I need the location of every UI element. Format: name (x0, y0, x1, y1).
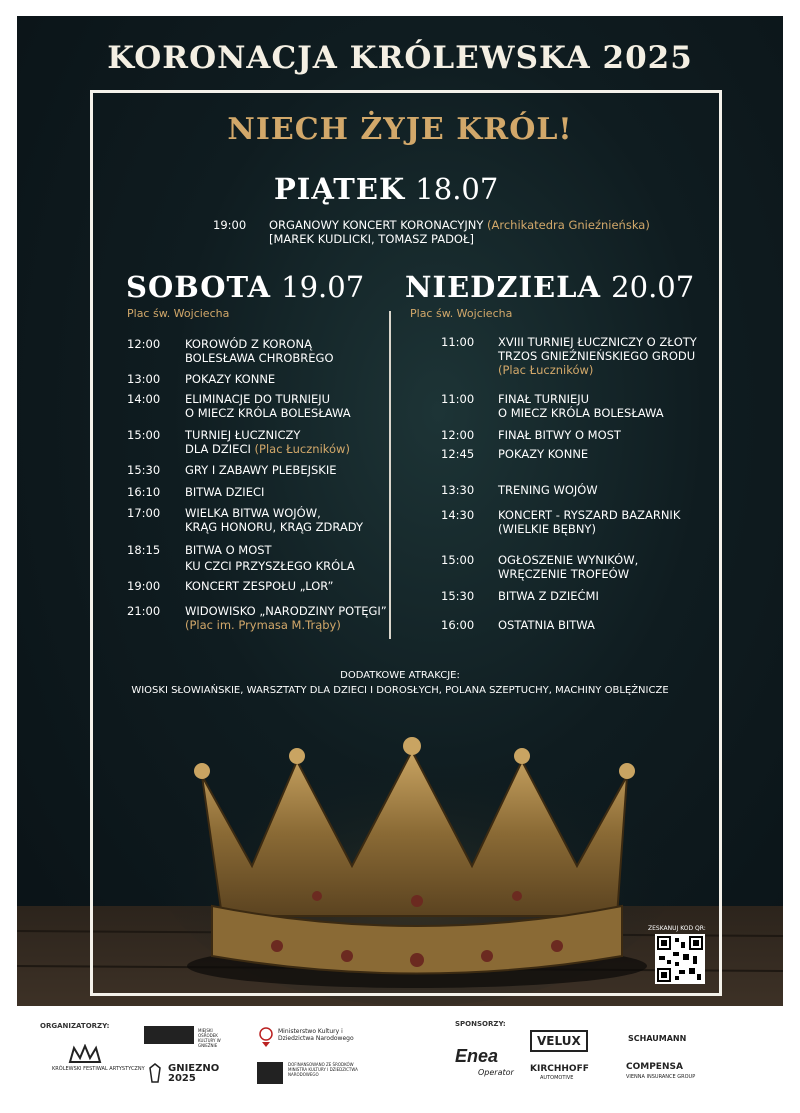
event-time: 11:00 (441, 392, 475, 406)
sunday-event (441, 429, 731, 443)
kirchhoff-logo: KIRCHHOFF (530, 1064, 589, 1074)
sunday-event (441, 590, 731, 604)
crown-logo-icon (68, 1044, 102, 1064)
event-time: 21:00 (127, 604, 161, 618)
mok-logo-text: MIEJSKI OŚRODEK KULTURY W GNIEŹNIE (198, 1028, 221, 1048)
poster-subtitle: NIECH ŻYJE KRÓL! (227, 112, 573, 147)
event-title: BITWA Z DZIEĆMI (498, 589, 599, 603)
event-time: 15:30 (127, 463, 161, 477)
enea-sub: Operator (478, 1068, 514, 1077)
organizers-label: ORGANIZATORZY: (40, 1022, 110, 1030)
saturday-event (127, 373, 387, 387)
event-location: (Plac Łuczników) (498, 363, 594, 377)
event-title: XVIII TURNIEJ ŁUCZNICZY O ZŁOTY (498, 335, 697, 349)
friday-heading (274, 172, 498, 206)
sponsors-label: SPONSORZY: (455, 1020, 506, 1028)
event-title-line2: O MIECZ KRÓLA BOLESŁAWA (185, 406, 351, 420)
event-title: POKAZY KONNE (498, 447, 589, 461)
sunday-heading (405, 270, 694, 304)
festival-logo: KRÓLEWSKI FESTIWAL ARTYSTYCZNY (52, 1066, 145, 1072)
event-location: (Plac im. Prymasa M.Trąby) (185, 618, 341, 632)
event-title-line2: KRĄG HONORU, KRĄG ZDRADY (185, 520, 363, 534)
event-title-line2 (185, 443, 350, 456)
event-title-line1: ORGANOWY KONCERT KORONACYJNY (269, 218, 484, 232)
velux-logo: VELUX (530, 1030, 588, 1052)
event-time: 17:00 (127, 506, 161, 520)
event-time: 19:00 (127, 579, 161, 593)
saturday-event (127, 544, 387, 572)
ministry-logo: Ministerstwo Kultury i Dziedzictwa Narodowego (278, 1028, 354, 1042)
saturday-venue: Plac św. Wojciecha (127, 307, 230, 320)
event-time: 14:30 (441, 508, 475, 522)
friday-date: 18.07 (415, 172, 499, 206)
event-time: 14:00 (127, 392, 161, 406)
qr-label: ZESKANUJ KOD QR: (648, 925, 706, 932)
sunday-event (441, 393, 731, 421)
enea-logo: Enea (455, 1046, 499, 1066)
friday-name: PIĄTEK (274, 172, 406, 206)
event-title-part: DLA DZIECI (185, 442, 251, 456)
event-title: TRENING WOJÓW (498, 483, 598, 497)
sunday-date: 20.07 (611, 270, 695, 304)
event-time: 12:00 (127, 337, 161, 351)
event-title: KOROWÓD Z KORONĄ (185, 337, 312, 351)
event-title-line2: TRZOS GNIEŹNIEŃSKIEGO GRODU (498, 349, 696, 363)
event-title-line2: (WIELKIE BĘBNY) (498, 522, 596, 536)
event-location: (Archikatedra Gnieźnieńska) (487, 218, 650, 232)
event-title: WIDOWISKO „NARODZINY POTĘGI” (185, 604, 387, 618)
event-time: 12:45 (441, 447, 475, 461)
event-time: 15:00 (127, 428, 161, 442)
eagle-icon (146, 1062, 164, 1084)
event-time: 18:15 (127, 543, 161, 557)
ministry-emblem-icon (258, 1026, 274, 1048)
compensa-sub: VIENNA INSURANCE GROUP (626, 1074, 696, 1080)
sunday-event (441, 448, 731, 462)
event-title: ELIMINACJE DO TURNIEJU (185, 392, 331, 406)
event-title: OGŁOSZENIE WYNIKÓW, (498, 553, 639, 567)
sunday-venue: Plac św. Wojciecha (410, 307, 513, 320)
saturday-heading (126, 270, 364, 304)
event-title: TURNIEJ ŁUCZNICZY (185, 428, 301, 442)
saturday-event (127, 393, 387, 421)
saturday-event (127, 605, 387, 633)
saturday-name: SOBOTA (126, 270, 272, 304)
event-title-line2: WRĘCZENIE TROFEÓW (498, 567, 630, 581)
event-time: 11:00 (441, 335, 475, 349)
sunday-event (441, 619, 731, 633)
poster-title: KORONACJA KRÓLEWSKA 2025 (107, 40, 693, 76)
event-location: (Plac Łuczników) (254, 442, 350, 456)
qr-code[interactable] (655, 934, 705, 984)
extras-heading: DODATKOWE ATRAKCJE: (340, 670, 460, 681)
event-title (269, 219, 650, 232)
event-performers: [MAREK KUDLICKI, TOMASZ PADOŁ] (269, 232, 474, 246)
dofinans-logo: DOFINANSOWANO ZE ŚRODKÓW MINISTRA KULTURY I DZIEDZICTWA NARODOWEGO (288, 1062, 358, 1077)
sunday-name: NIEDZIELA (405, 270, 602, 304)
event-title: FINAŁ TURNIEJU (498, 392, 590, 406)
event-time: 16:10 (127, 485, 161, 499)
saturday-date: 19.07 (281, 270, 365, 304)
mok-logo-icon (144, 1026, 194, 1044)
sunday-event (441, 336, 731, 378)
footer (0, 1006, 800, 1113)
extras-text: WIOSKI SŁOWIAŃSKIE, WARSZTATY DLA DZIECI I DOROSŁYCH, POLANA SZEPTUCHY, MACHINY OBLĘŻNICZE (131, 685, 669, 696)
poster (17, 16, 783, 1006)
event-title: GRY I ZABAWY PLEBEJSKIE (185, 463, 337, 477)
saturday-event (127, 486, 387, 500)
event-title: KONCERT ZESPOŁU „LOR” (185, 579, 334, 593)
saturday-event (127, 507, 387, 535)
kirchhoff-sub: AUTOMOTIVE (540, 1075, 574, 1081)
event-title: OSTATNIA BITWA (498, 618, 595, 632)
event-time: 19:00 (213, 218, 247, 232)
saturday-event (127, 338, 387, 366)
sunday-event (441, 554, 731, 582)
sunday-event (441, 484, 731, 498)
event-title: BITWA DZIECI (185, 485, 265, 499)
friday-event (213, 219, 683, 247)
saturday-event (127, 580, 387, 594)
event-title: BITWA O MOST (185, 543, 272, 557)
event-time: 13:00 (127, 372, 161, 386)
event-time: 12:00 (441, 428, 475, 442)
compensa-logo: COMPENSA (626, 1062, 683, 1072)
event-title-line2: KU CZCI PRZYSZŁEGO KRÓLA (185, 559, 355, 573)
event-time: 16:00 (441, 618, 475, 632)
column-divider (389, 311, 391, 639)
event-time: 13:30 (441, 483, 475, 497)
gniezno-logo: GNIEZNO 2025 (168, 1063, 220, 1084)
event-time: 15:30 (441, 589, 475, 603)
event-title: KONCERT - RYSZARD BAZARNIK (498, 508, 681, 522)
event-title-line2: BOLESŁAWA CHROBREGO (185, 351, 334, 365)
saturday-event (127, 429, 387, 457)
event-title: FINAŁ BITWY O MOST (498, 428, 621, 442)
event-time: 15:00 (441, 553, 475, 567)
schaumann-logo: SCHAUMANN (628, 1034, 687, 1043)
event-title-line2: O MIECZ KRÓLA BOLESŁAWA (498, 406, 664, 420)
sunday-event (441, 509, 731, 537)
event-title: POKAZY KONNE (185, 372, 276, 386)
event-title: WIELKA BITWA WOJÓW, (185, 506, 321, 520)
saturday-event (127, 464, 387, 478)
ministry-square-icon (257, 1062, 283, 1084)
